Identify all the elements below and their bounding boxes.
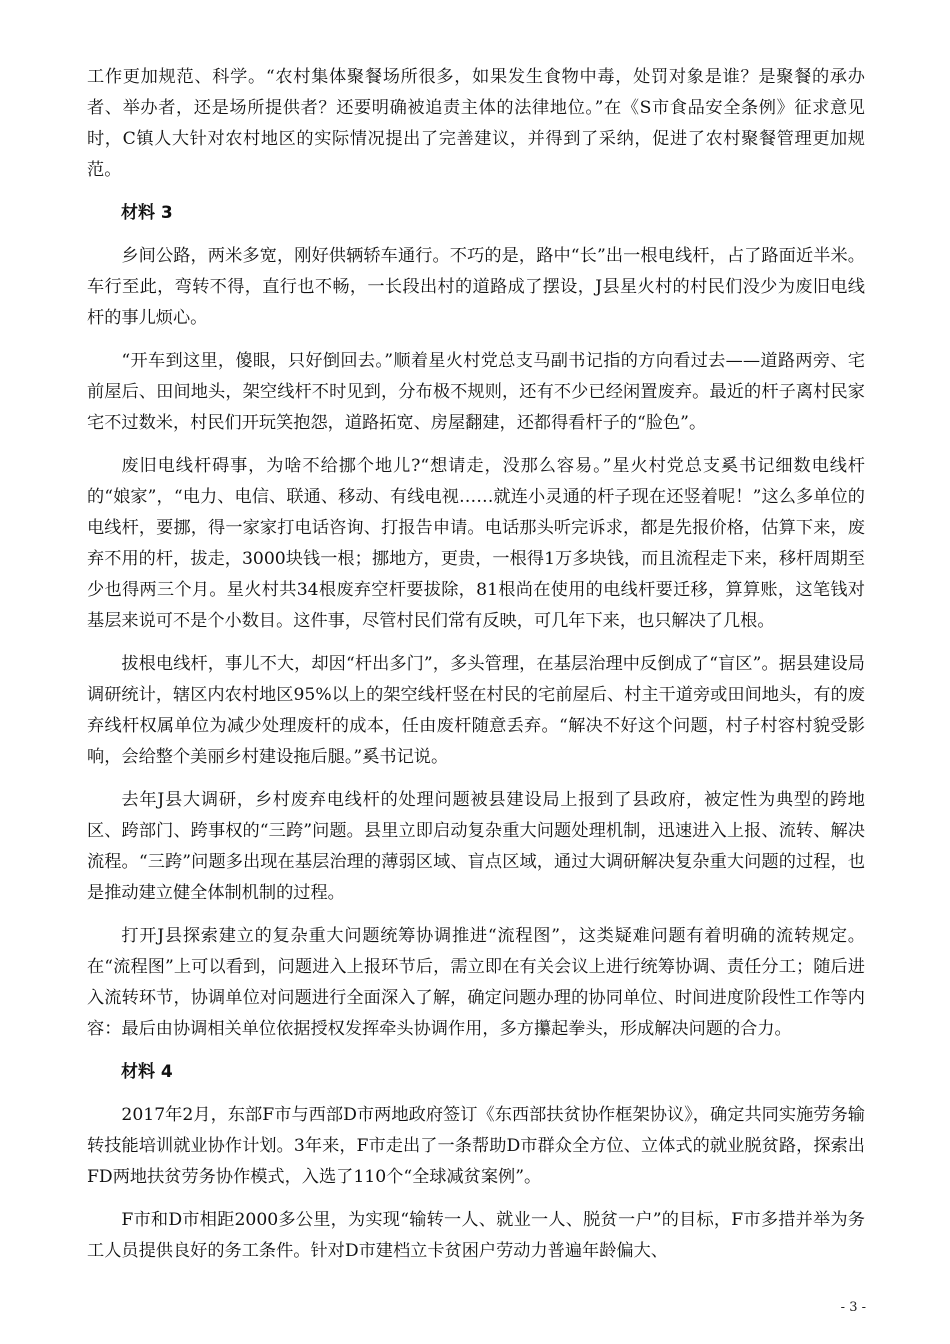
paragraph: 打开J县探索建立的复杂重大问题统筹协调推进“流程图”，这类疑难问题有着明确的流转规定。在“流程图”上可以看到，问题进入上报环节后，需立即在有关会议上进行统筹协调、责任分工；随后进入流转环节，协调单位对问题进行全面深入了解，确定问题办理的协同单位、时间进度阶段性工作等内容：最后由协调相关单位依据授权发挥牵头协调作用，多方攥起拳头，形成解决问题的合力。 bbox=[87, 926, 865, 1039]
paragraph: F市和D市相距2000多公里，为实现“输转一人、就业一人、脱贫一户”的目标，F市多措并举为务工人员提供良好的务工条件。针对D市建档立卡贫困户劳动力普遍年龄偏大、 bbox=[87, 1210, 865, 1261]
paragraph: 工作更加规范、科学。“农村集体聚餐场所很多，如果发生食物中毒，处罚对象是谁？是聚餐的承办者、举办者，还是场所提供者？还要明确被追责主体的法律地位。”在《S市食品安全条例》征求意见时，C镇人大针对农村地区的实际情况提出了完善建议，并得到了采纳，促进了农村聚餐管理更加规范。 bbox=[87, 67, 865, 180]
section-heading: 材料 3 bbox=[121, 203, 173, 223]
paragraph: 乡间公路，两米多宽，刚好供辆轿车通行。不巧的是，路中“长”出一根电线杆，占了路面近半米。车行至此，弯转不得，直行也不畅，一长段出村的道路成了摆设，J县星火村的村民们没少为废旧电线杆的事儿烦心。 bbox=[87, 246, 865, 328]
paragraph: 2017年2月，东部F市与西部D市两地政府签订《东西部扶贫协作框架协议》，确定共同实施劳务输转技能培训就业协作计划。3年来，F市走出了一条帮助D市群众全方位、立体式的就业脱贫路，探索出FD两地扶贫劳务协作模式，入选了110个“全球减贫案例”。 bbox=[87, 1105, 865, 1187]
section-heading: 材料 4 bbox=[121, 1062, 173, 1082]
document-body bbox=[87, 62, 865, 1279]
page-number: - 3 - bbox=[840, 1300, 866, 1315]
paragraph: 去年J县大调研，乡村废弃电线杆的处理问题被县建设局上报到了县政府，被定性为典型的跨地区、跨部门、跨事权的“三跨”问题。县里立即启动复杂重大问题处理机制，迅速进入上报、流转、解决流程。“三跨”问题多出现在基层治理的薄弱区域、盲点区域，通过大调研解决复杂重大问题的过程，也是推动建立健全体制机制的过程。 bbox=[87, 790, 865, 903]
paragraph: 废旧电线杆碍事，为啥不给挪个地儿?“想请走，没那么容易。”星火村党总支奚书记细数电线杆的“娘家”，“电力、电信、联通、移动、有线电视……就连小灵通的杆子现在还竖着呢！”这么多单位的电线杆，要挪，得一家家打电话咨询、打报告申请。电话那头听完诉求，都是先报价格，估算下来，废弃不用的杆，拔走，3000块钱一根；挪地方，更贵，一根得1万多块钱，而且流程走下来，移杆周期至少也得两三个月。星火村共34根废弃空杆要拔除，81根尚在使用的电线杆要迁移，算算账，这笔钱对基层来说可不是个小数目。这件事，尽管村民们常有反映，可几年下来，也只解决了几根。 bbox=[87, 456, 865, 631]
paragraph: 拔根电线杆，事儿不大，却因“杆出多门”，多头管理，在基层治理中反倒成了“盲区”。据县建设局调研统计，辖区内农村地区95%以上的架空线杆竖在村民的宅前屋后、村主干道旁或田间地头，有的废弃线杆权属单位为减少处理废杆的成本，任由废杆随意丢弃。“解决不好这个问题，村子村容村貌受影响，会给整个美丽乡村建设拖后腿。”奚书记说。 bbox=[87, 654, 865, 767]
paragraph: “开车到这里，傻眼，只好倒回去。”顺着星火村党总支马副书记指的方向看过去——道路两旁、宅前屋后、田间地头，架空线杆不时见到，分布极不规则，还有不少已经闲置废弃。最近的杆子离村民家宅不过数米，村民们开玩笑抱怨，道路拓宽、房屋翻建，还都得看杆子的“脸色”。 bbox=[87, 351, 865, 433]
